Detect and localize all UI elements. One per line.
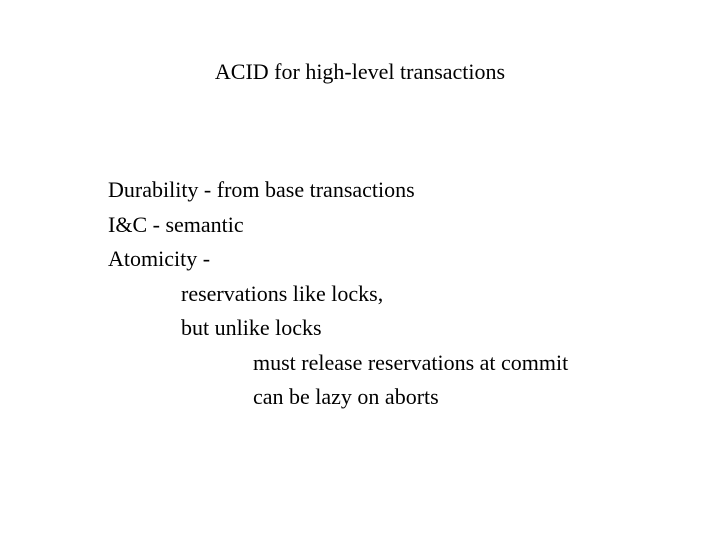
bullet-durability: Durability - from base transactions xyxy=(108,177,415,202)
slide-title: ACID for high-level transactions xyxy=(214,59,506,84)
sub-sub-bullet-lazy-on-aborts: can be lazy on aborts xyxy=(253,384,439,409)
bullet-atomicity: Atomicity - xyxy=(108,246,211,271)
sub-bullet-unlike-locks: but unlike locks xyxy=(181,315,322,340)
bullet-isolation-consistency: I&C - semantic xyxy=(108,212,244,237)
sub-bullet-reservations-like-locks: reservations like locks, xyxy=(181,281,384,306)
sub-sub-bullet-release-at-commit: must release reservations at commit xyxy=(253,350,569,375)
